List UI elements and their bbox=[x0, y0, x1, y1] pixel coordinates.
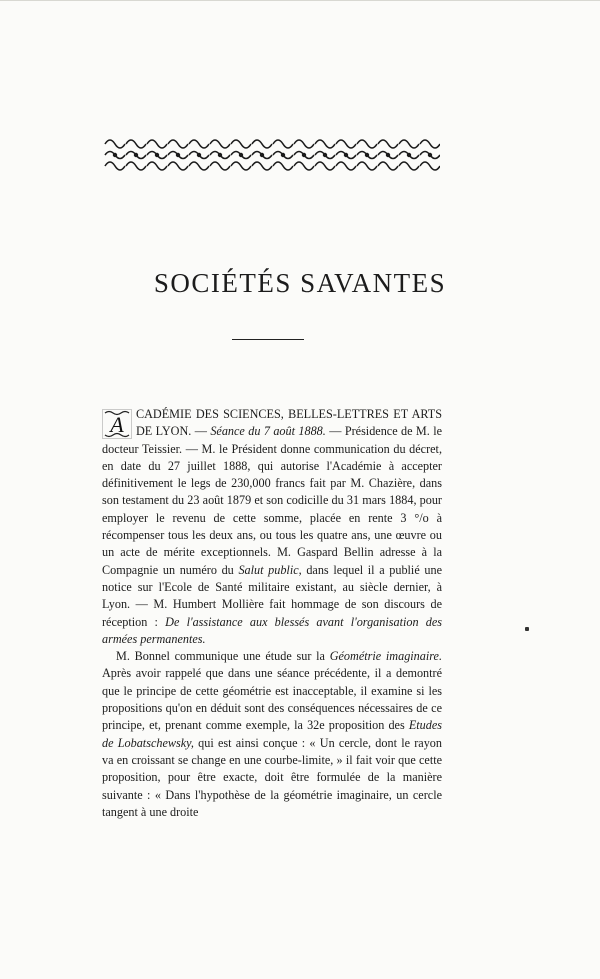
ornament-dot bbox=[260, 153, 264, 157]
article-body bbox=[102, 406, 442, 821]
text-run: — Présidence de M. le docteur Teissier. — M. le Président donne communication du décret, en date du 27 juillet 1888, qui autorise l'Académie à accepter définitivement le legs de 230,000 francs fait par M. Chazière, dans son testament du 23 août 1879 et son codicille du 31 mars 1884, pour employer le revenu de cette somme, placée en rente 3 °/o à récompenser tous les deux ans, ou tous les quatre ans, une œuvre ou un acte de mérite exceptionnels. M. Gaspard Bellin adresse à la Compagnie un numéro du bbox=[102, 424, 443, 577]
page-top-edge bbox=[0, 0, 600, 9]
journal-title: Salut public, bbox=[238, 562, 302, 577]
text-run: Après avoir rappelé que dans une séance précédente, il a demontré que le principe de cette géométrie est inacceptable, il examine si les propositions qu'on en déduit sont des conséquences nécessaires de ce principe, et, prenant comme exemple, la 32e proposition des bbox=[102, 666, 442, 733]
text-run: qui est ainsi conçue : « Un cercle, dont le rayon va en croissant se change en une courbe-limite, » il fait voir que cette proposition, pour être exacte, doit être formulée de la manière suivante : « Dans l'hypothèse de la géométrie imaginaire, un cercle tangent à une droite bbox=[102, 735, 442, 819]
ornament-dot bbox=[407, 153, 411, 157]
paragraph-bonnel bbox=[102, 648, 442, 821]
ornament-dot bbox=[281, 153, 285, 157]
ornament-dot bbox=[302, 153, 306, 157]
ornament-dot bbox=[428, 153, 432, 157]
ornament-dot bbox=[365, 153, 369, 157]
ornament-dot bbox=[155, 153, 159, 157]
discourse-title: De l'assistance aux blessés avant l'organisation des armées permanentes. bbox=[102, 614, 443, 646]
text-run: dans lequel il a publié une notice sur l'Ecole de Santé militaire existant, au siècle dernier, à Lyon. — M. Humbert Mollière fait hommage de son discours de réception : bbox=[102, 562, 442, 629]
paragraph-academie bbox=[102, 406, 442, 648]
dash: — bbox=[191, 424, 211, 439]
text-run: M. Bonnel communique une étude sur la bbox=[116, 649, 330, 664]
dropcap-letter-a bbox=[102, 409, 132, 439]
ornament-dot bbox=[323, 153, 327, 157]
ornament-dot bbox=[113, 153, 117, 157]
ornament-dot bbox=[344, 153, 348, 157]
ornament-dot bbox=[386, 153, 390, 157]
lobatschewsky-title: Etudes de Lobatschewsky, bbox=[102, 718, 442, 750]
ornament-dot bbox=[176, 153, 180, 157]
dropcap-glyph: A bbox=[110, 412, 124, 437]
academy-heading: CADÉMIE DES SCIENCES, BELLES-LETTRES ET ARTS DE LYON. bbox=[136, 407, 442, 439]
study-title: Géométrie imaginaire. bbox=[329, 649, 442, 664]
page-title: SOCIÉTÉS SAVANTES bbox=[153, 268, 447, 298]
decorative-scroll-band bbox=[104, 134, 440, 176]
ornament-dot bbox=[197, 153, 201, 157]
seance-date: Séance du 7 août 1888. bbox=[210, 424, 326, 439]
ornament-dot bbox=[134, 153, 138, 157]
ink-speck bbox=[525, 627, 529, 631]
ornament-dot bbox=[239, 153, 243, 157]
ornament-dot bbox=[218, 153, 222, 157]
title-divider bbox=[232, 339, 304, 340]
